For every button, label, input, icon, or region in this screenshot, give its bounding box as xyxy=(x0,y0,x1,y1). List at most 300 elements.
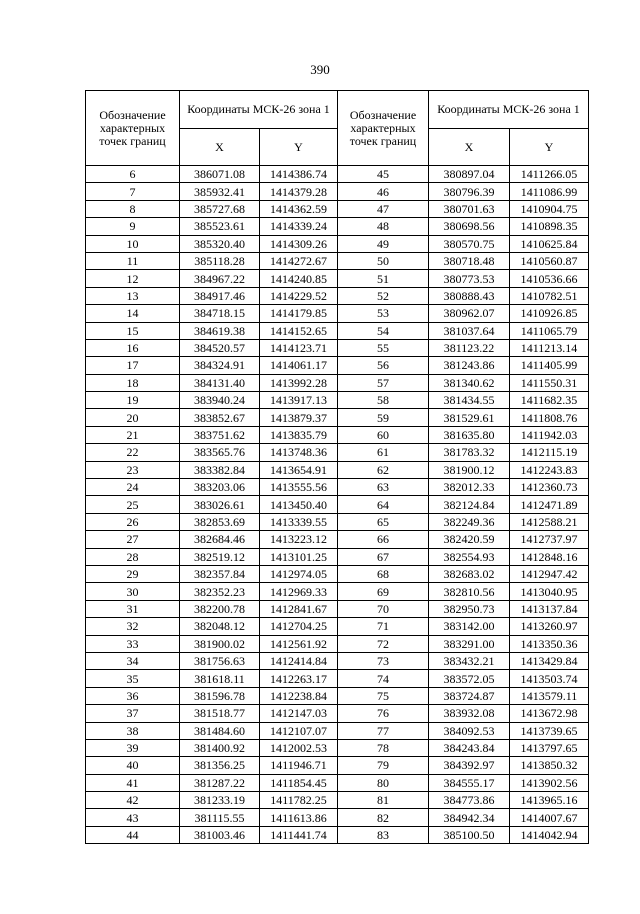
x-coordinate-cell: 385932.41 xyxy=(180,183,260,200)
table-body-left xyxy=(86,166,338,844)
y-coordinate-cell: 1413040.95 xyxy=(510,583,589,600)
x-coordinate-cell: 384619.38 xyxy=(180,322,260,339)
table-row xyxy=(338,461,589,478)
point-number-cell: 71 xyxy=(338,618,429,635)
x-coordinate-cell: 385727.68 xyxy=(180,200,260,217)
point-number-cell: 73 xyxy=(338,652,429,669)
x-coordinate-cell: 384324.91 xyxy=(180,357,260,374)
y-coordinate-cell: 1413101.25 xyxy=(260,548,338,565)
y-coordinate-cell: 1414061.17 xyxy=(260,357,338,374)
point-number-cell: 64 xyxy=(338,496,429,513)
x-coordinate-cell: 381484.60 xyxy=(180,722,260,739)
x-coordinate-cell: 381356.25 xyxy=(180,757,260,774)
x-coordinate-cell: 384092.53 xyxy=(429,722,510,739)
y-coordinate-cell: 1413748.36 xyxy=(260,444,338,461)
y-coordinate-cell: 1411266.05 xyxy=(510,166,589,183)
table-row xyxy=(338,792,589,809)
x-coordinate-cell: 382048.12 xyxy=(180,618,260,635)
y-coordinate-cell: 1414339.24 xyxy=(260,218,338,235)
x-coordinate-cell: 384773.86 xyxy=(429,792,510,809)
table-row xyxy=(338,252,589,269)
x-coordinate-cell: 384392.97 xyxy=(429,757,510,774)
point-number-cell: 16 xyxy=(86,339,180,356)
x-coordinate-cell: 382420.59 xyxy=(429,531,510,548)
table-row xyxy=(86,183,338,200)
y-coordinate-cell: 1414272.67 xyxy=(260,252,338,269)
x-coordinate-cell: 385523.61 xyxy=(180,218,260,235)
y-coordinate-cell: 1414042.94 xyxy=(510,826,589,843)
y-coordinate-cell: 1413672.98 xyxy=(510,705,589,722)
y-coordinate-cell: 1410904.75 xyxy=(510,200,589,217)
table-row xyxy=(338,426,589,443)
table-row xyxy=(86,826,338,843)
table-row xyxy=(86,652,338,669)
y-coordinate-cell: 1411808.76 xyxy=(510,409,589,426)
table-row xyxy=(338,166,589,183)
table-row xyxy=(338,270,589,287)
x-coordinate-cell: 381233.19 xyxy=(180,792,260,809)
table-row xyxy=(86,722,338,739)
x-coordinate-cell: 380718.48 xyxy=(429,252,510,269)
point-number-cell: 61 xyxy=(338,444,429,461)
table-row xyxy=(338,305,589,322)
table-row xyxy=(338,739,589,756)
x-coordinate-cell: 384243.84 xyxy=(429,739,510,756)
point-number-cell: 45 xyxy=(338,166,429,183)
x-coordinate-cell: 381243.86 xyxy=(429,357,510,374)
x-coordinate-cell: 385100.50 xyxy=(429,826,510,843)
x-coordinate-cell: 381115.55 xyxy=(180,809,260,826)
y-coordinate-cell: 1411782.25 xyxy=(260,792,338,809)
x-coordinate-cell: 380701.63 xyxy=(429,200,510,217)
table-row xyxy=(86,618,338,635)
x-coordinate-cell: 383382.84 xyxy=(180,461,260,478)
y-header: Y xyxy=(260,129,338,166)
table-row xyxy=(338,635,589,652)
table-row xyxy=(86,687,338,704)
x-coordinate-cell: 384520.57 xyxy=(180,339,260,356)
y-coordinate-cell: 1413917.13 xyxy=(260,392,338,409)
x-coordinate-cell: 381123.22 xyxy=(429,339,510,356)
y-coordinate-cell: 1413797.65 xyxy=(510,739,589,756)
table-row xyxy=(338,531,589,548)
y-coordinate-cell: 1411613.86 xyxy=(260,809,338,826)
y-header: Y xyxy=(510,129,589,166)
y-coordinate-cell: 1412969.33 xyxy=(260,583,338,600)
y-coordinate-cell: 1412974.05 xyxy=(260,565,338,582)
point-number-cell: 82 xyxy=(338,809,429,826)
point-label-header: Обозначение характерных точек границ xyxy=(86,91,180,166)
x-coordinate-cell: 382554.93 xyxy=(429,548,510,565)
page-number: 390 xyxy=(310,62,330,77)
y-coordinate-cell: 1414379.28 xyxy=(260,183,338,200)
coordinates-table-left xyxy=(85,90,338,844)
x-coordinate-cell: 381900.02 xyxy=(180,635,260,652)
y-coordinate-cell: 1414123.71 xyxy=(260,339,338,356)
point-number-cell: 18 xyxy=(86,374,180,391)
point-number-cell: 15 xyxy=(86,322,180,339)
y-coordinate-cell: 1413902.56 xyxy=(510,774,589,791)
x-coordinate-cell: 381618.11 xyxy=(180,670,260,687)
point-number-cell: 80 xyxy=(338,774,429,791)
x-coordinate-cell: 381287.22 xyxy=(180,774,260,791)
point-number-cell: 59 xyxy=(338,409,429,426)
y-coordinate-cell: 1412848.16 xyxy=(510,548,589,565)
point-number-cell: 48 xyxy=(338,218,429,235)
x-coordinate-cell: 382249.36 xyxy=(429,513,510,530)
y-coordinate-cell: 1413260.97 xyxy=(510,618,589,635)
point-number-cell: 76 xyxy=(338,705,429,722)
x-coordinate-cell: 383203.06 xyxy=(180,479,260,496)
table-row xyxy=(338,826,589,843)
x-coordinate-cell: 383142.00 xyxy=(429,618,510,635)
point-number-cell: 21 xyxy=(86,426,180,443)
point-number-cell: 79 xyxy=(338,757,429,774)
x-coordinate-cell: 383751.62 xyxy=(180,426,260,443)
y-coordinate-cell: 1412947.42 xyxy=(510,565,589,582)
x-coordinate-cell: 381529.61 xyxy=(429,409,510,426)
point-number-cell: 12 xyxy=(86,270,180,287)
table-row xyxy=(86,322,338,339)
point-number-cell: 44 xyxy=(86,826,180,843)
y-coordinate-cell: 1414007.67 xyxy=(510,809,589,826)
y-coordinate-cell: 1412588.21 xyxy=(510,513,589,530)
table-row xyxy=(86,409,338,426)
table-row xyxy=(86,339,338,356)
y-coordinate-cell: 1411213.14 xyxy=(510,339,589,356)
y-coordinate-cell: 1413503.74 xyxy=(510,670,589,687)
y-coordinate-cell: 1413223.12 xyxy=(260,531,338,548)
table-row xyxy=(86,235,338,252)
point-number-cell: 29 xyxy=(86,565,180,582)
point-number-cell: 69 xyxy=(338,583,429,600)
y-coordinate-cell: 1413137.84 xyxy=(510,600,589,617)
y-coordinate-cell: 1411086.99 xyxy=(510,183,589,200)
table-row xyxy=(86,305,338,322)
point-number-cell: 51 xyxy=(338,270,429,287)
y-coordinate-cell: 1411854.45 xyxy=(260,774,338,791)
table-row xyxy=(338,287,589,304)
table-row xyxy=(86,583,338,600)
x-coordinate-cell: 380962.07 xyxy=(429,305,510,322)
y-coordinate-cell: 1412561.92 xyxy=(260,635,338,652)
point-number-cell: 6 xyxy=(86,166,180,183)
y-coordinate-cell: 1410560.87 xyxy=(510,252,589,269)
y-coordinate-cell: 1413879.37 xyxy=(260,409,338,426)
x-coordinate-cell: 381635.80 xyxy=(429,426,510,443)
table-row xyxy=(86,774,338,791)
table-row xyxy=(338,705,589,722)
y-coordinate-cell: 1414179.85 xyxy=(260,305,338,322)
x-coordinate-cell: 383852.67 xyxy=(180,409,260,426)
x-coordinate-cell: 384131.40 xyxy=(180,374,260,391)
point-number-cell: 63 xyxy=(338,479,429,496)
x-coordinate-cell: 383565.76 xyxy=(180,444,260,461)
point-number-cell: 47 xyxy=(338,200,429,217)
x-coordinate-cell: 384967.22 xyxy=(180,270,260,287)
y-coordinate-cell: 1413654.91 xyxy=(260,461,338,478)
point-number-cell: 54 xyxy=(338,322,429,339)
point-number-cell: 67 xyxy=(338,548,429,565)
y-coordinate-cell: 1413429.84 xyxy=(510,652,589,669)
table-row xyxy=(86,739,338,756)
point-number-cell: 31 xyxy=(86,600,180,617)
x-header: X xyxy=(180,129,260,166)
y-coordinate-cell: 1412471.89 xyxy=(510,496,589,513)
point-number-cell: 23 xyxy=(86,461,180,478)
y-coordinate-cell: 1412243.83 xyxy=(510,461,589,478)
table-row xyxy=(338,479,589,496)
y-coordinate-cell: 1412414.84 xyxy=(260,652,338,669)
point-number-cell: 7 xyxy=(86,183,180,200)
table-row xyxy=(86,670,338,687)
table-row xyxy=(338,618,589,635)
table-row xyxy=(86,218,338,235)
table-row xyxy=(338,774,589,791)
point-number-cell: 81 xyxy=(338,792,429,809)
y-coordinate-cell: 1410926.85 xyxy=(510,305,589,322)
table-row xyxy=(86,287,338,304)
table-row xyxy=(338,392,589,409)
y-coordinate-cell: 1410898.35 xyxy=(510,218,589,235)
x-coordinate-cell: 380897.04 xyxy=(429,166,510,183)
table-row xyxy=(338,339,589,356)
x-coordinate-cell: 385118.28 xyxy=(180,252,260,269)
table-row xyxy=(86,200,338,217)
y-coordinate-cell: 1412002.53 xyxy=(260,739,338,756)
table-row xyxy=(86,705,338,722)
x-coordinate-cell: 381003.46 xyxy=(180,826,260,843)
x-coordinate-cell: 384555.17 xyxy=(429,774,510,791)
x-coordinate-cell: 380570.75 xyxy=(429,235,510,252)
y-coordinate-cell: 1411405.99 xyxy=(510,357,589,374)
x-coordinate-cell: 381756.63 xyxy=(180,652,260,669)
table-row xyxy=(86,496,338,513)
point-label-header: Обозначение характерных точек границ xyxy=(338,91,429,166)
table-row xyxy=(338,496,589,513)
y-coordinate-cell: 1412238.84 xyxy=(260,687,338,704)
table-row xyxy=(338,374,589,391)
x-coordinate-cell: 382352.23 xyxy=(180,583,260,600)
x-coordinate-cell: 382683.02 xyxy=(429,565,510,582)
table-row xyxy=(338,809,589,826)
x-coordinate-cell: 382810.56 xyxy=(429,583,510,600)
y-coordinate-cell: 1414229.52 xyxy=(260,287,338,304)
y-coordinate-cell: 1412147.03 xyxy=(260,705,338,722)
point-number-cell: 14 xyxy=(86,305,180,322)
table-row xyxy=(338,600,589,617)
coordinates-table-right xyxy=(337,90,589,844)
point-number-cell: 26 xyxy=(86,513,180,530)
y-coordinate-cell: 1410782.51 xyxy=(510,287,589,304)
point-number-cell: 60 xyxy=(338,426,429,443)
point-number-cell: 62 xyxy=(338,461,429,478)
table-row xyxy=(338,444,589,461)
table-row xyxy=(338,548,589,565)
x-coordinate-cell: 381037.64 xyxy=(429,322,510,339)
x-header: X xyxy=(429,129,510,166)
point-number-cell: 37 xyxy=(86,705,180,722)
x-coordinate-cell: 385320.40 xyxy=(180,235,260,252)
point-number-cell: 83 xyxy=(338,826,429,843)
y-coordinate-cell: 1413850.32 xyxy=(510,757,589,774)
y-coordinate-cell: 1413579.11 xyxy=(510,687,589,704)
x-coordinate-cell: 382519.12 xyxy=(180,548,260,565)
table-row xyxy=(338,218,589,235)
point-number-cell: 77 xyxy=(338,722,429,739)
table-row xyxy=(86,513,338,530)
point-number-cell: 40 xyxy=(86,757,180,774)
y-coordinate-cell: 1410536.66 xyxy=(510,270,589,287)
x-coordinate-cell: 384942.34 xyxy=(429,809,510,826)
table-body-right xyxy=(338,166,589,844)
y-coordinate-cell: 1414240.85 xyxy=(260,270,338,287)
x-coordinate-cell: 383291.00 xyxy=(429,635,510,652)
y-coordinate-cell: 1413992.28 xyxy=(260,374,338,391)
table-row xyxy=(338,565,589,582)
x-coordinate-cell: 382853.69 xyxy=(180,513,260,530)
x-coordinate-cell: 383026.61 xyxy=(180,496,260,513)
x-coordinate-cell: 382124.84 xyxy=(429,496,510,513)
x-coordinate-cell: 380698.56 xyxy=(429,218,510,235)
point-number-cell: 58 xyxy=(338,392,429,409)
table-row xyxy=(338,200,589,217)
table-row xyxy=(338,235,589,252)
x-coordinate-cell: 383940.24 xyxy=(180,392,260,409)
point-number-cell: 78 xyxy=(338,739,429,756)
y-coordinate-cell: 1412704.25 xyxy=(260,618,338,635)
x-coordinate-cell: 381783.32 xyxy=(429,444,510,461)
table-row xyxy=(86,357,338,374)
point-number-cell: 70 xyxy=(338,600,429,617)
point-number-cell: 35 xyxy=(86,670,180,687)
table-row xyxy=(86,374,338,391)
x-coordinate-cell: 382684.46 xyxy=(180,531,260,548)
point-number-cell: 25 xyxy=(86,496,180,513)
point-number-cell: 22 xyxy=(86,444,180,461)
point-number-cell: 66 xyxy=(338,531,429,548)
point-number-cell: 49 xyxy=(338,235,429,252)
y-coordinate-cell: 1413339.55 xyxy=(260,513,338,530)
x-coordinate-cell: 380888.43 xyxy=(429,287,510,304)
x-coordinate-cell: 386071.08 xyxy=(180,166,260,183)
y-coordinate-cell: 1411682.35 xyxy=(510,392,589,409)
y-coordinate-cell: 1413450.40 xyxy=(260,496,338,513)
table-row xyxy=(86,479,338,496)
point-number-cell: 33 xyxy=(86,635,180,652)
y-coordinate-cell: 1414362.59 xyxy=(260,200,338,217)
point-number-cell: 27 xyxy=(86,531,180,548)
point-number-cell: 57 xyxy=(338,374,429,391)
y-coordinate-cell: 1413965.16 xyxy=(510,792,589,809)
point-number-cell: 50 xyxy=(338,252,429,269)
table-row xyxy=(86,444,338,461)
y-coordinate-cell: 1412263.17 xyxy=(260,670,338,687)
table-row xyxy=(86,565,338,582)
point-number-cell: 28 xyxy=(86,548,180,565)
y-coordinate-cell: 1412841.67 xyxy=(260,600,338,617)
table-row xyxy=(86,809,338,826)
y-coordinate-cell: 1411946.71 xyxy=(260,757,338,774)
coords-header: Координаты МСК-26 зона 1 xyxy=(180,91,338,129)
x-coordinate-cell: 382357.84 xyxy=(180,565,260,582)
table-row xyxy=(86,635,338,652)
x-coordinate-cell: 380773.53 xyxy=(429,270,510,287)
point-number-cell: 34 xyxy=(86,652,180,669)
point-number-cell: 19 xyxy=(86,392,180,409)
y-coordinate-cell: 1412737.97 xyxy=(510,531,589,548)
table-row xyxy=(338,722,589,739)
y-coordinate-cell: 1413739.65 xyxy=(510,722,589,739)
table-row xyxy=(338,670,589,687)
y-coordinate-cell: 1412360.73 xyxy=(510,479,589,496)
x-coordinate-cell: 382200.78 xyxy=(180,600,260,617)
x-coordinate-cell: 381596.78 xyxy=(180,687,260,704)
point-number-cell: 42 xyxy=(86,792,180,809)
point-number-cell: 55 xyxy=(338,339,429,356)
point-number-cell: 38 xyxy=(86,722,180,739)
point-number-cell: 72 xyxy=(338,635,429,652)
point-number-cell: 13 xyxy=(86,287,180,304)
point-number-cell: 41 xyxy=(86,774,180,791)
point-number-cell: 20 xyxy=(86,409,180,426)
y-coordinate-cell: 1413835.79 xyxy=(260,426,338,443)
table-row xyxy=(86,531,338,548)
table-row xyxy=(86,600,338,617)
y-coordinate-cell: 1413555.56 xyxy=(260,479,338,496)
table-row xyxy=(338,183,589,200)
y-coordinate-cell: 1412107.07 xyxy=(260,722,338,739)
table-row xyxy=(86,548,338,565)
point-number-cell: 11 xyxy=(86,252,180,269)
table-row xyxy=(338,757,589,774)
point-number-cell: 46 xyxy=(338,183,429,200)
table-row xyxy=(338,513,589,530)
table-row xyxy=(338,652,589,669)
point-number-cell: 30 xyxy=(86,583,180,600)
table-row xyxy=(86,392,338,409)
point-number-cell: 17 xyxy=(86,357,180,374)
point-number-cell: 68 xyxy=(338,565,429,582)
x-coordinate-cell: 381434.55 xyxy=(429,392,510,409)
y-coordinate-cell: 1413350.36 xyxy=(510,635,589,652)
point-number-cell: 65 xyxy=(338,513,429,530)
point-number-cell: 52 xyxy=(338,287,429,304)
point-number-cell: 9 xyxy=(86,218,180,235)
point-number-cell: 32 xyxy=(86,618,180,635)
table-row xyxy=(86,252,338,269)
point-number-cell: 75 xyxy=(338,687,429,704)
point-number-cell: 53 xyxy=(338,305,429,322)
y-coordinate-cell: 1411942.03 xyxy=(510,426,589,443)
point-number-cell: 8 xyxy=(86,200,180,217)
table-row xyxy=(338,687,589,704)
table-row xyxy=(86,792,338,809)
x-coordinate-cell: 381900.12 xyxy=(429,461,510,478)
table-row xyxy=(338,357,589,374)
y-coordinate-cell: 1414152.65 xyxy=(260,322,338,339)
x-coordinate-cell: 383572.05 xyxy=(429,670,510,687)
point-number-cell: 56 xyxy=(338,357,429,374)
table-row xyxy=(86,426,338,443)
table-row xyxy=(338,322,589,339)
x-coordinate-cell: 382950.73 xyxy=(429,600,510,617)
y-coordinate-cell: 1414386.74 xyxy=(260,166,338,183)
point-number-cell: 39 xyxy=(86,739,180,756)
y-coordinate-cell: 1411065.79 xyxy=(510,322,589,339)
table-row xyxy=(86,461,338,478)
x-coordinate-cell: 383932.08 xyxy=(429,705,510,722)
